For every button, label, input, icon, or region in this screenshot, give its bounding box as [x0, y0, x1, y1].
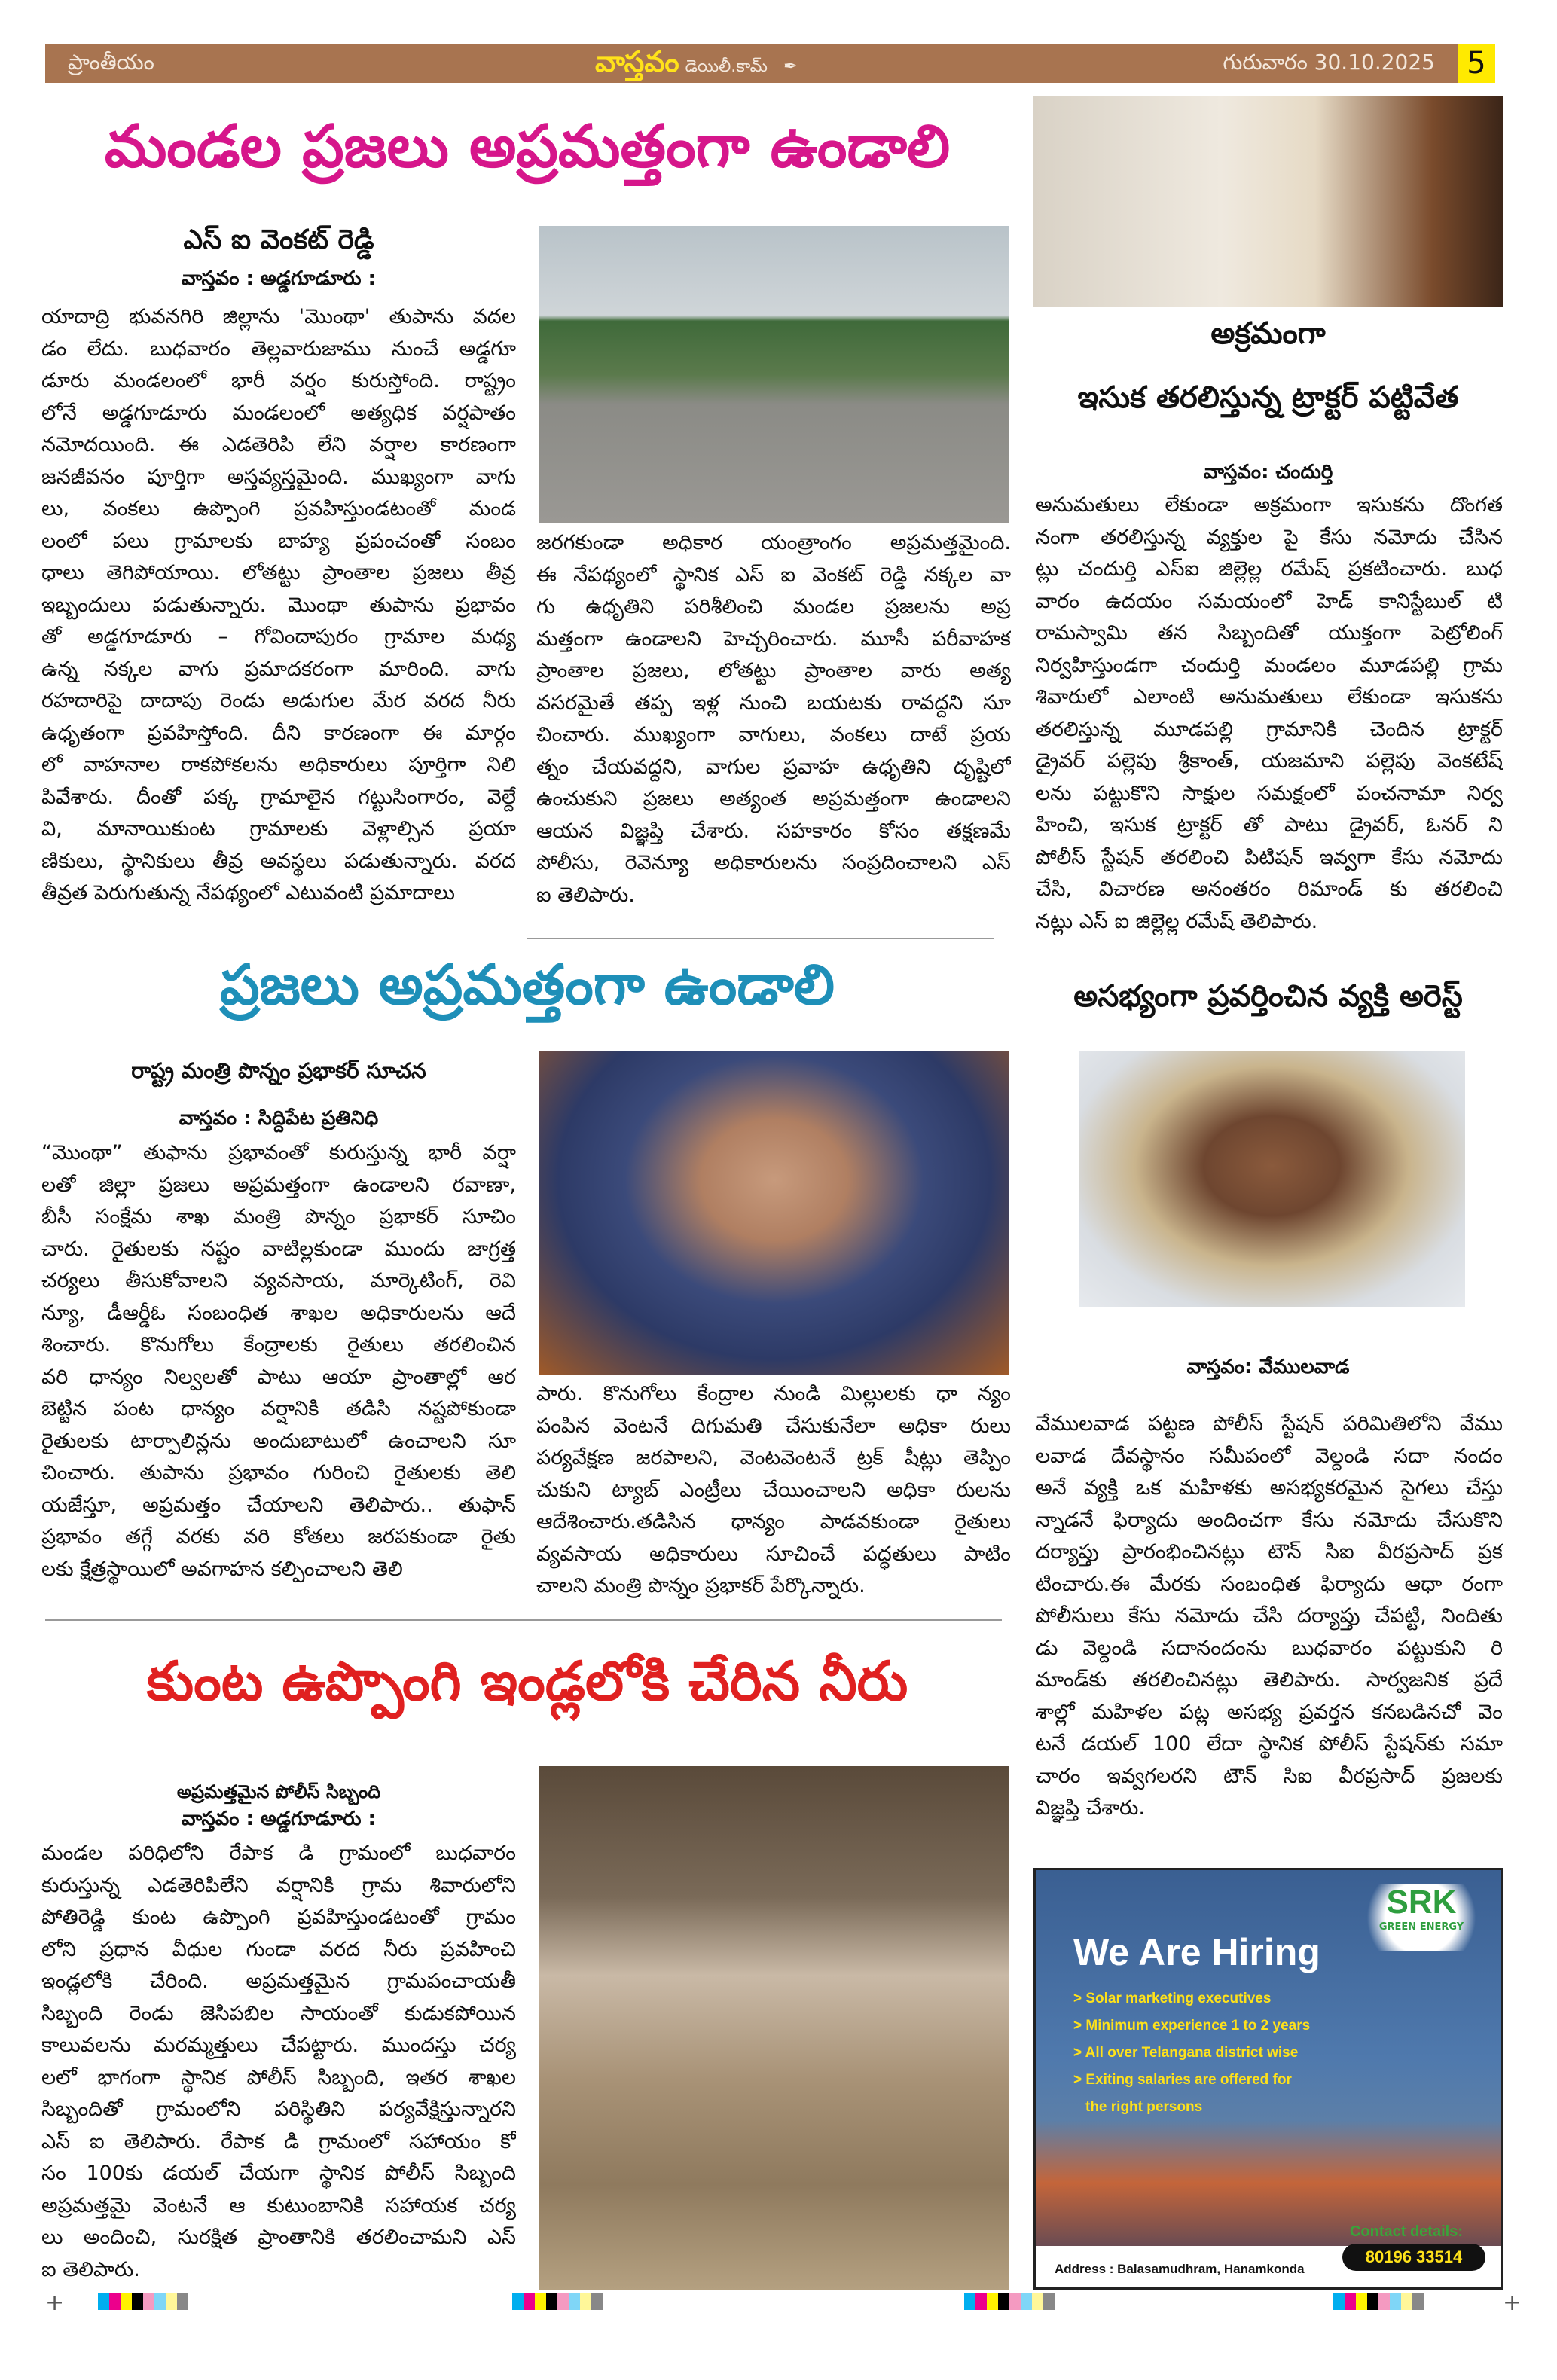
text-line: వసరమైతే తప్ప ఇళ్ల నుంచి బయటకు రావద్దని సూ	[536, 691, 1011, 715]
police-officer-photo	[1033, 96, 1503, 307]
crop-mark-icon: +	[1503, 2290, 1522, 2316]
text-line: లలో భాగంగా స్థానిక పోలీస్ సిబ్బంది, ఇతర శాఖల	[41, 2065, 516, 2089]
text-line: ఆదేశించారు.తడిసిన ధాన్యం పాడవకుండా రైతులు	[536, 1510, 1011, 1533]
text-line: తీవ్రత పెరుగుతున్న నేపథ్యంలో ఎటువంటి ప్రమాదాలు	[41, 881, 455, 905]
text-line: శించారు. కొనుగోలు కేంద్రాలకు రైతులు తరలించిన	[41, 1333, 516, 1356]
text-line: ఉధృతంగా ప్రవహిస్తోంది. దీని కారణంగా ఈ మార్గం	[41, 721, 516, 745]
article2-col2	[536, 1378, 1011, 1603]
text-line: రహదారిపై దాదాపు రెండు అడుగుల మేర వరద నీరు	[41, 689, 516, 712]
arrest-headline: అసభ్యంగా ప్రవర్తించిన వ్యక్తి అరెస్ట్	[1073, 979, 1463, 1014]
text-line: హించి, ఇసుక ట్రాక్టర్ తో పాటు డ్రైవర్, ఓనర్ ని	[1036, 813, 1503, 837]
text-line: డు వెల్దండి సదానందంను బుధవారం పట్టుకుని రి	[1036, 1636, 1503, 1660]
text-line: అనుమతులు లేకుండా అక్రమంగా ఇసుకను దొంగత	[1036, 493, 1503, 517]
article1-col2	[536, 527, 1011, 911]
text-line: న్నాడనే ఫిర్యాదు అందించగా కేసు నమోదు చేసుకొని	[1036, 1508, 1503, 1532]
text-line: ఆయన విజ్ఞప్తి చేశారు. సహకారం కోసం తక్షణమే	[536, 819, 1011, 843]
sand-article-body	[1036, 490, 1503, 938]
color-registration-bar	[98, 2293, 188, 2310]
subhead-3: అప్రమత్తమైన పోలీస్ సిబ్బంది	[176, 1781, 381, 1802]
text-line: త్నం చేయవద్దని, వాగుల ప్రవాహ ఉధృతిని దృష్టిలో	[536, 755, 1011, 779]
text-line: చారు. రైతులకు నష్టం వాటిల్లకుండా ముందు జాగ్రత్త	[41, 1237, 516, 1261]
text-line: తరలిస్తున్న మూడపల్లి గ్రామానికి చెందిన ట్రాక్టర్	[1036, 717, 1503, 741]
text-line: డూరు మండలంలో భారీ వర్షం కురుస్తోంది. రాష్ట్రం	[41, 369, 516, 392]
text-line: చుకుని ట్యాబ్ ఎంట్రీలు చేయించాలని అధికా రులను	[536, 1478, 1011, 1502]
text-line: అనే వ్యక్తి ఒక మహిళకు అసభ్యకరమైన సైగలు చేస్తు	[1036, 1476, 1503, 1500]
text-line: లతో జిల్లా ప్రజలు అప్రమత్తంగా ఉండాలని రవాణా,	[41, 1173, 516, 1197]
text-line: లవాడ దేవస్థానం సమీపంలో వెల్దండి సదా నందం	[1036, 1444, 1503, 1468]
dateline-1: వాస్తవం : అడ్డగూడూరు :	[182, 267, 376, 290]
text-line: ఇండ్లలోకి చేరింది. అప్రమత్తమైన గ్రామపంచాయతీ	[41, 1970, 516, 1993]
ad-point: > Exiting salaries are offered for	[1073, 2072, 1292, 2088]
text-line: తో అడ్డగూడూరు – గోవిందాపురం గ్రామాల మధ్య	[41, 625, 516, 648]
color-registration-bar	[964, 2293, 1055, 2310]
text-line: విజ్ఞప్తి చేశారు.	[1036, 1796, 1145, 1820]
ad-address: Address : Balasamudhram, Hanamkonda	[1055, 2262, 1305, 2276]
text-line: నంగా తరలిస్తున్న వ్యక్తుల పై కేసు నమోదు చేసిన	[1036, 525, 1503, 549]
page-number: 5	[1458, 44, 1495, 83]
text-line: సిబ్బందితో గ్రామంలోని పరిస్థితిని పర్యవేక్షిస్తున్నారని	[41, 2098, 516, 2121]
article1-col1	[41, 301, 516, 910]
text-line: టనే డయల్ 100 లేదా స్థానిక పోలీస్ స్టేషన్‌కు సమా	[1036, 1732, 1503, 1756]
issue-date: గురువారం 30.10.2025	[1223, 50, 1435, 75]
dateline-3: వాస్తవం : అడ్డగూడూరు :	[182, 1808, 376, 1830]
text-line: టించారు.ఈ మేరకు సంబంధిత ఫిర్యాదు ఆధా రంగా	[1036, 1572, 1503, 1596]
text-line: పర్యవేక్షణ జరపాలని, వెంటవెంటనే ట్రక్ షీట్లు తెప్పిం	[536, 1446, 1011, 1469]
text-line: ఎస్ ఐ తెలిపారు. రేపాక డి గ్రామంలో సహాయం కో	[41, 2129, 516, 2153]
text-line: లను పట్టుకొని సాక్షుల సమక్షంలో పంచనామా నిర్వ	[1036, 781, 1503, 805]
text-line: మండల పరిధిలోని రేపాక డి గ్రామంలో బుధవారం	[41, 1841, 516, 1865]
text-line: ఉంచుకుని ప్రజలు అత్యంత అప్రమత్తంగా ఉండాలని	[536, 787, 1011, 810]
text-line: ఇబ్బందులు పడుతున్నారు. మొంథా తుపాను ప్రభావం	[41, 593, 516, 617]
text-line: “మొంథా” తుఫాను ప్రభావంతో కురుస్తున్న భారీ వర్షా	[41, 1141, 516, 1164]
text-line: రామస్వామి తన సిబ్బందితో యుక్తంగా పెట్రోలింగ్	[1036, 621, 1503, 645]
text-line: చించారు. ముఖ్యంగా వాగులు, వంకలు దాటే ప్రయ	[536, 723, 1011, 746]
text-line: లోని ప్రధాన వీధుల గుండా వరద నీరు ప్రవహించి	[41, 1937, 516, 1961]
ad-point: the right persons	[1085, 2099, 1203, 2115]
text-line: ఐ తెలిపారు.	[41, 2257, 140, 2281]
text-line: చర్యలు తీసుకోవాలని వ్యవసాయ, మార్కెటింగ్, రెవి	[41, 1269, 516, 1292]
text-line: డం లేదు. బుధవారం తెల్లవారుజాము నుంచే అడ్డగూ	[41, 337, 516, 361]
text-line: అప్రమత్తమై వెంటనే ఆ కుటుంబానికి సహాయక చర్య	[41, 2193, 516, 2217]
flood-road-photo	[539, 226, 1009, 523]
flood-rescue-photo	[539, 1766, 1009, 2290]
text-line: సిబ్బంది రెండు జెసిపబిల సాయంతో కుడుకపోయిన	[41, 2001, 516, 2025]
text-line: పోలీస్ స్టేషన్ తరలించి పిటిషన్ ఇవ్వగా కేసు నమోదు	[1036, 845, 1503, 869]
text-line: వారం ఉదయం సమయంలో హెడ్ కానిస్టేబుల్ టి	[1036, 589, 1503, 613]
article2-col1	[41, 1137, 516, 1585]
text-line: చాలని మంత్రి పొన్నం ప్రభాకర్ పేర్కొన్నారు.	[536, 1574, 866, 1597]
crop-mark-icon: +	[45, 2290, 65, 2316]
text-line: నట్లు ఎస్ ఐ జిల్లెల్ల రమేష్ తెలిపారు.	[1036, 909, 1318, 933]
ad-point: > All over Telangana district wise	[1073, 2045, 1299, 2061]
text-line: పోలీసు, రెవెన్యూ అధికారులను సంప్రదించాలని ఎస్	[536, 851, 1011, 874]
section-name: ప్రాంతీయం	[68, 50, 154, 75]
text-line: లు అందించి, సురక్షిత ప్రాంతానికి తరలించామని ఎస్	[41, 2226, 516, 2249]
text-line: జనజీవనం పూర్తిగా అస్తవ్యస్తమైంది. ముఖ్యంగా వాగు	[41, 465, 516, 489]
arrest-dateline: వాస్తవం: వేములవాడ	[1186, 1356, 1350, 1378]
ad-points	[1073, 1991, 1310, 2126]
text-line: ప్రాంతాల ప్రజలు, లోతట్టు ప్రాంతాల వారు అత్య	[536, 659, 1011, 682]
text-line: ఈ నేపథ్యంలో స్థానిక ఎస్ ఐ వెంకట్ రెడ్డి నక్కల వా	[536, 563, 1011, 587]
masthead-title: వాస్తవం	[595, 45, 679, 78]
headline-2: ప్రజలు అప్రమత్తంగా ఉండాలి	[220, 953, 835, 1018]
divider	[45, 1619, 1002, 1621]
text-line: మాండ్‌కు తరలించినట్లు తెలిపారు. సార్వజనిక ప్రదే	[1036, 1668, 1503, 1692]
text-line: డ్రైవర్ పల్లెపు శ్రీకాంత్, యజమాని పల్లెపు వెంకటేష్	[1036, 749, 1503, 773]
text-line: మత్తంగా ఉండాలని హెచ్చరించారు. మూసీ పరీవాహక	[536, 627, 1011, 651]
text-line: లోనే అడ్డగూడూరు మండలంలో అత్యధిక వర్షపాతం	[41, 401, 516, 425]
subhead-1: ఎస్ ఐ వెంకట్ రెడ్డి	[183, 224, 374, 255]
header-bar	[45, 44, 1458, 83]
headline-3: కుంట ఉప్పొంగి ఇండ్లలోకి చేరిన నీరు	[146, 1649, 908, 1713]
text-line: ఉన్న నక్కల వాగు ప్రమాదకరంగా మారింది. వాగు	[41, 657, 516, 681]
hiring-advertisement	[1033, 1868, 1503, 2290]
headline-1: మండల ప్రజలు అప్రమత్తంగా ఉండాలి	[104, 113, 951, 181]
ad-point: > Minimum experience 1 to 2 years	[1073, 2018, 1311, 2034]
text-line: గు ఉధృతిని పరిశీలించి మండల ప్రజలను అప్ర	[536, 595, 1011, 618]
masthead-suffix: డెయిలీ.కామ్	[685, 57, 768, 76]
text-line: యజేస్తూ, అప్రమత్తం చేయాలని తెలిపారు.. తుఫాన్	[41, 1493, 516, 1517]
text-line: ఐ తెలిపారు.	[536, 883, 635, 907]
subhead-2: రాష్ట్ర మంత్రి పొన్నం ప్రభాకర్ సూచన	[131, 1058, 426, 1083]
text-line: పోలీసులు కేసు నమోదు చేసి దర్యాప్తు చేపట్టి, నిందితు	[1036, 1604, 1503, 1628]
text-line: నమోదయింది. ఈ ఎడతెరిపి లేని వర్షాల కారణంగా	[41, 433, 516, 456]
text-line: పంపిన వెంటనే దిగుమతి చేసుకునేలా అధికా రులు	[536, 1414, 1011, 1438]
text-line: చించారు. తుపాను ప్రభావం గురించి రైతులకు తెలి	[41, 1461, 516, 1484]
text-line: జరగకుండా అధికార యంత్రాంగం అప్రమత్తమైంది.	[536, 531, 1011, 554]
accused-officer-photo	[1079, 1051, 1465, 1307]
contact-phone: 80196 33514	[1342, 2244, 1485, 2271]
text-line: నిర్వహిస్తుండగా చందుర్తి మండలం మూడపల్లి గ్రామ	[1036, 653, 1503, 677]
text-line: వరి ధాన్యం నిల్వలతో పాటు ఆయా ప్రాంతాల్లో ఆర	[41, 1365, 516, 1389]
text-line: ప్రభావం తగ్గే వరకు వరి కోతలు జరపకుండా రైతు	[41, 1525, 516, 1549]
sand-headline-line2: ఇసుక తరలిస్తున్న ట్రాక్టర్ పట్టివేత	[1077, 380, 1459, 415]
text-line: శాల్లో మహిళల పట్ల అసభ్య ప్రవర్తన కనబడినచో వెం	[1036, 1700, 1503, 1724]
text-line: యాదాద్రి భువనగిరి జిల్లాను 'మొంథా' తుపాను వదల	[41, 305, 516, 328]
text-line: లు, వంకలు ఉప్పొంగి ప్రవహిస్తుండటంతో మండ	[41, 497, 516, 520]
text-line: లో వాహనాల రాకపోకలను అధికారులు పూర్తిగా నిలి	[41, 753, 516, 777]
text-line: ధాలు తెగిపోయాయి. లోతట్టు ప్రాంతాల ప్రజలు తీవ్ర	[41, 561, 516, 584]
text-line: చేసి, విచారణ అనంతరం రిమాండ్ కు తరలించి	[1036, 877, 1503, 901]
text-line: ట్లు చందుర్తి ఎస్ఐ జిల్లెల్ల రమేష్ ప్రకటించారు. బుధ	[1036, 557, 1503, 581]
pen-icon: ✒	[783, 57, 798, 76]
sand-dateline: వాస్తవం: చందుర్తి	[1203, 461, 1333, 484]
srk-logo: SRK GREEN ENERGY	[1357, 1884, 1485, 1951]
text-line: పారు. కొనుగోలు కేంద్రాల నుండి మిల్లులకు ధా న్యం	[536, 1382, 1011, 1405]
text-line: రైతులకు టార్పాలిన్లను అందుబాటులో ఉంచాలని సూ	[41, 1429, 516, 1453]
text-line: కాలువలను మరమ్మత్తులు చేపట్టారు. ముందస్తు చర్య	[41, 2034, 516, 2057]
contact-label: Contact details:	[1349, 2223, 1463, 2240]
divider	[527, 938, 994, 939]
minister-photo	[539, 1051, 1009, 1375]
text-line: శివారులో ఎలాంటి అనుమతులు లేకుండా ఇసుకను	[1036, 685, 1503, 709]
text-line: ణికులు, స్థానికులు తీవ్ర అవస్థలు పడుతున్నారు. వరద	[41, 849, 516, 873]
text-line: వేములవాడ పట్టణ పోలీస్ స్టేషన్ పరిమితిలోని వేము	[1036, 1412, 1503, 1436]
ad-point: > Solar marketing executives	[1073, 1991, 1272, 2006]
text-line: బీసీ సంక్షేమ శాఖ మంత్రి పొన్నం ప్రభాకర్ సూచిం	[41, 1205, 516, 1228]
text-line: దర్యాప్తు ప్రారంభించినట్లు టౌన్ సిఐ వీరప్రసాద్ ప్రక	[1036, 1540, 1503, 1564]
text-line: లంలో పలు గ్రామాలకు బాహ్య ప్రపంచంతో సంబం	[41, 529, 516, 553]
text-line: చారం ఇవ్వగలరని టౌన్ సిఐ వీరప్రసాద్ ప్రజలకు	[1036, 1764, 1503, 1788]
text-line: పివేశారు. దీంతో పక్క గ్రామాలైన గట్టుసింగారం, వెల్దే	[41, 785, 516, 809]
text-line: కురుస్తున్న ఎడతెరిపిలేని వర్షానికి గ్రామ శివారులోని	[41, 1873, 516, 1897]
text-line: బెట్టిన పంట ధాన్యం వర్షానికి తడిసి నష్టపోకుండా	[41, 1397, 516, 1420]
text-line: వి, మానాయికుంట గ్రామాలకు వెళ్లాల్సిన ప్రయా	[41, 817, 516, 841]
color-registration-bar	[1333, 2293, 1424, 2310]
text-line: పోతిరెడ్డి కుంట ఉప్పొంగి ప్రవహిస్తుండటంతో గ్రామం	[41, 1906, 516, 1929]
text-line: వ్యవసాయ అధికారులు సూచించే పద్ధతులు పాటిం	[536, 1542, 1011, 1566]
sand-headline-line1: అక్రమంగా	[1210, 316, 1326, 351]
dateline-2: వాస్తవం : సిద్దిపేట ప్రతినిధి	[179, 1107, 379, 1130]
masthead	[595, 45, 798, 86]
text-line: లకు క్షేత్రస్థాయిలో అవగాహన కల్పించాలని తెలి	[41, 1557, 403, 1581]
color-registration-bar	[512, 2293, 603, 2310]
text-line: సం 100కు డయల్ చేయగా స్థానిక పోలీస్ సిబ్బంది	[41, 2162, 516, 2185]
article3-body	[41, 1838, 516, 2286]
text-line: న్యూ, డీఆర్డీఓ సంబంధిత శాఖల అధికారులను ఆదే	[41, 1301, 516, 1325]
ad-title: We Are Hiring	[1073, 1931, 1320, 1973]
arrest-article-body	[1036, 1408, 1503, 1825]
